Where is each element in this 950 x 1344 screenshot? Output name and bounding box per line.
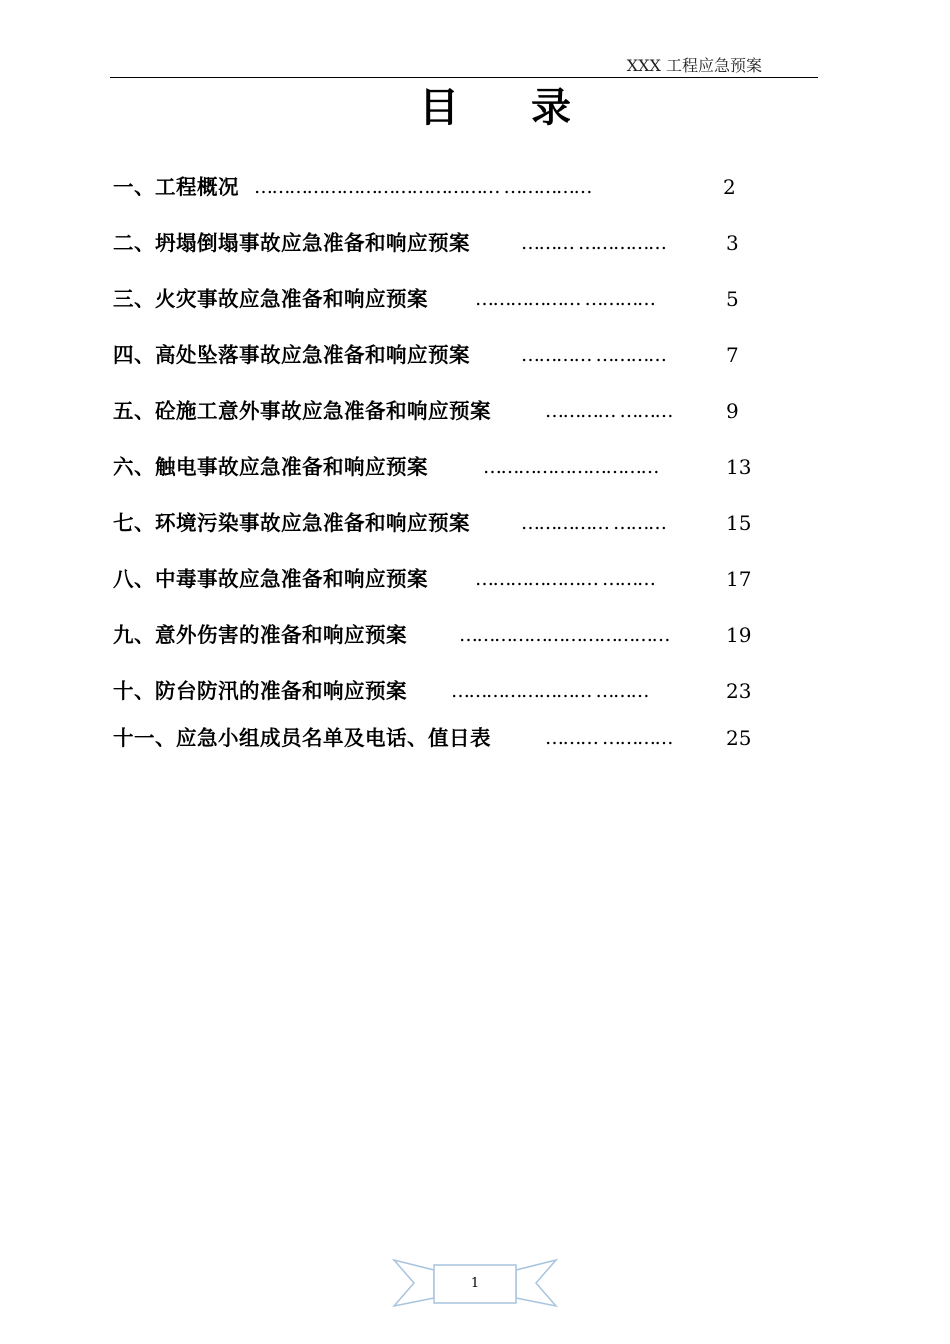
toc-title bbox=[0, 82, 950, 134]
toc-leader-dots: ………………… ……… bbox=[475, 568, 655, 590]
toc-entry-page: 17 bbox=[726, 567, 752, 591]
toc-leader-dots: ………… ……… bbox=[545, 400, 673, 422]
toc-entry[interactable] bbox=[113, 723, 763, 753]
toc-entry-page: 19 bbox=[726, 623, 752, 647]
header-text: XXX 工程应急预案 bbox=[626, 56, 762, 75]
toc-entry[interactable] bbox=[113, 620, 763, 650]
footer-page-number: 1 bbox=[470, 1276, 480, 1291]
toc-entry[interactable] bbox=[113, 172, 753, 202]
toc-entry[interactable] bbox=[113, 284, 753, 314]
toc-entry[interactable] bbox=[113, 228, 753, 258]
toc-entry-label: 三、火灾事故应急准备和响应预案 bbox=[113, 287, 428, 311]
toc-title-char-1: 目 bbox=[419, 85, 459, 131]
toc-entry-page: 13 bbox=[726, 455, 752, 479]
toc-entry-label: 九、意外伤害的准备和响应预案 bbox=[113, 623, 407, 647]
toc-entry-page: 5 bbox=[726, 287, 739, 311]
toc-entry-page: 23 bbox=[726, 679, 752, 703]
toc-entry[interactable] bbox=[113, 340, 753, 370]
toc-leader-dots: ……………… ………… bbox=[475, 288, 655, 310]
toc-entry-label: 一、工程概况 bbox=[113, 175, 239, 199]
toc-entry-label: 七、环境污染事故应急准备和响应预案 bbox=[113, 511, 470, 535]
ribbon-right-tail bbox=[516, 1260, 556, 1306]
toc-leader-dots: …………………… ……… bbox=[451, 680, 649, 702]
toc-entry-page: 9 bbox=[726, 399, 739, 423]
toc-entry-page: 7 bbox=[726, 343, 739, 367]
toc-entry[interactable] bbox=[113, 508, 763, 538]
toc-entry-label: 五、砼施工意外事故应急准备和响应预案 bbox=[113, 399, 491, 423]
toc-leader-dots: ……… ………… bbox=[545, 727, 673, 749]
toc-entry-label: 二、坍塌倒塌事故应急准备和响应预案 bbox=[113, 231, 470, 255]
toc-entry-label: 六、触电事故应急准备和响应预案 bbox=[113, 455, 428, 479]
toc-leader-dots: ……… …………… bbox=[521, 232, 666, 254]
toc-leader-dots: ………………………… bbox=[483, 456, 658, 478]
toc-leader-dots: …………………………………… …………… bbox=[254, 176, 592, 198]
toc-leader-dots: ……………………………… bbox=[459, 624, 669, 646]
toc-entry-label: 四、高处坠落事故应急准备和响应预案 bbox=[113, 343, 470, 367]
toc-leader-dots: ………… ………… bbox=[521, 344, 666, 366]
toc-entry-page: 2 bbox=[723, 175, 736, 199]
toc-entry[interactable] bbox=[113, 564, 763, 594]
toc-entry-page: 15 bbox=[726, 511, 752, 535]
ribbon-left-tail bbox=[394, 1260, 434, 1306]
toc-entry[interactable] bbox=[113, 452, 763, 482]
toc-entry-page: 25 bbox=[726, 726, 752, 750]
page-header bbox=[110, 50, 818, 78]
toc-entry-label: 十一、应急小组成员名单及电话、值日表 bbox=[113, 726, 491, 750]
toc-leader-dots: …………… ……… bbox=[521, 512, 666, 534]
toc-entry-label: 八、中毒事故应急准备和响应预案 bbox=[113, 567, 428, 591]
toc-entry-page: 3 bbox=[726, 231, 739, 255]
toc-title-char-2: 录 bbox=[531, 85, 571, 131]
toc-entry-label: 十、防台防汛的准备和响应预案 bbox=[113, 679, 407, 703]
toc-entry[interactable] bbox=[113, 676, 763, 706]
toc-entry[interactable] bbox=[113, 396, 753, 426]
